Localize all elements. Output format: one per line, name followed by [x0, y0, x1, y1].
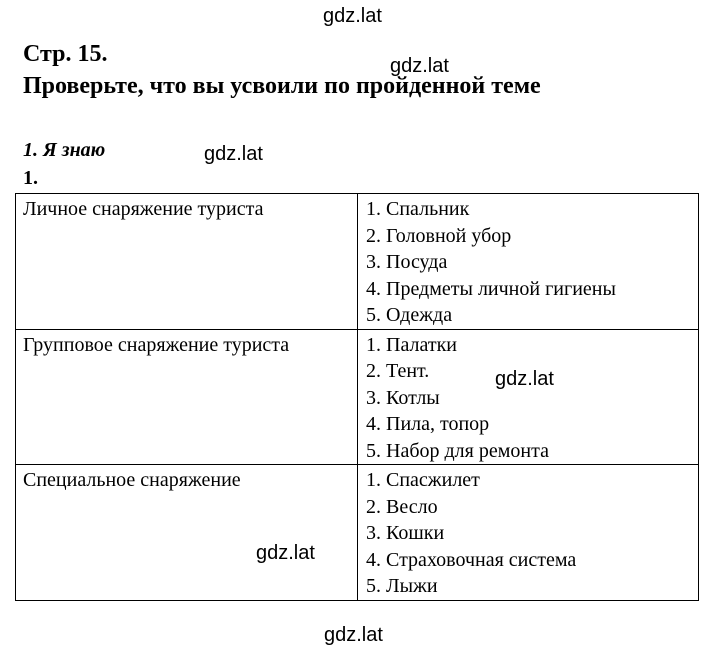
list-item: 5. Одежда [366, 304, 453, 326]
list-item: 5. Набор для ремонта [366, 439, 549, 462]
section-title: 1. Я знаю [23, 139, 106, 161]
watermark: gdz.lat [256, 542, 315, 564]
list-item: 1. Палатки [366, 333, 457, 356]
list-item: 1. Спасжилет [366, 469, 480, 491]
category-label: Специальное снаряжение [23, 469, 241, 491]
category-cell [16, 465, 358, 601]
list-item: 4. Предметы личной гигиены [366, 277, 616, 300]
table-row [16, 194, 699, 330]
watermark: gdz.lat [323, 5, 382, 27]
page-title: Стр. 15. [23, 41, 108, 67]
watermark: gdz.lat [390, 55, 449, 77]
list-item: 3. Посуда [366, 251, 448, 273]
table-row [16, 329, 699, 465]
category-cell [16, 194, 358, 330]
list-item: 1. Спальник [366, 198, 470, 220]
list-item: 2. Тент. [366, 360, 430, 382]
table-row [16, 465, 699, 601]
watermark: gdz.lat [324, 624, 383, 646]
list-item: 3. Котлы [366, 386, 440, 409]
list-item: 4. Пила, топор [366, 413, 490, 435]
task-number: 1. [23, 167, 38, 189]
list-item: 2. Весло [366, 495, 438, 518]
category-label: Личное снаряжение туриста [23, 198, 264, 220]
items-cell [358, 194, 699, 330]
list-item: 2. Головной убор [366, 224, 512, 247]
items-cell [358, 329, 699, 465]
equipment-table [15, 193, 699, 601]
list-item: 3. Кошки [366, 522, 445, 544]
list-item: 5. Лыжи [366, 575, 438, 597]
list-item: 4. Страховочная система [366, 548, 577, 571]
category-label: Групповое снаряжение туриста [23, 333, 290, 356]
watermark: gdz.lat [495, 368, 554, 390]
watermark: gdz.lat [204, 143, 263, 165]
page-subtitle: Проверьте, что вы усвоили по пройденной теме [23, 73, 541, 99]
page-heading [23, 38, 541, 102]
category-cell [16, 329, 358, 465]
items-cell [358, 465, 699, 601]
